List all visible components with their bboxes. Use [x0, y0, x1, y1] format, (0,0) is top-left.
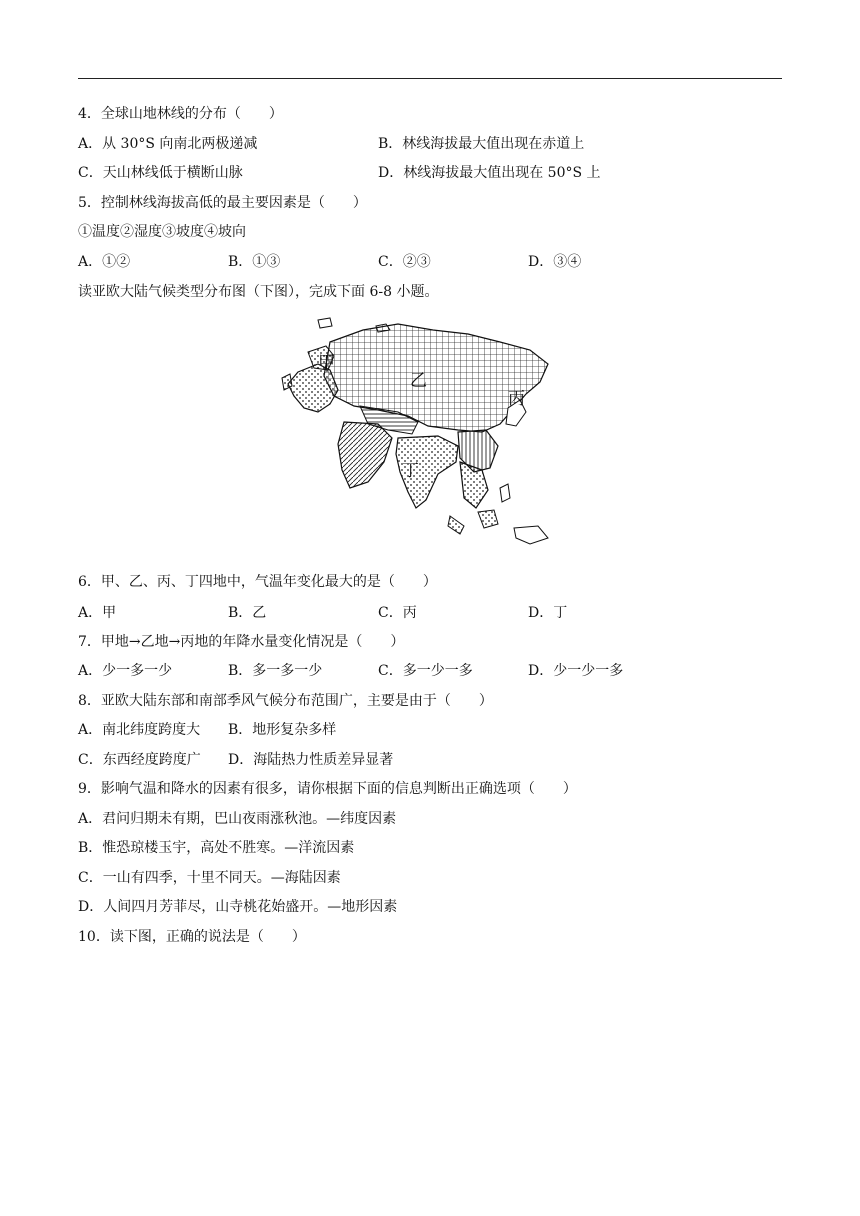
- new-guinea-island: [514, 526, 548, 544]
- q6-option-c[interactable]: C．丙: [378, 605, 417, 621]
- q5-stem: 5．控制林线海拔高低的最主要因素是（ ）: [78, 195, 367, 211]
- q4-option-b[interactable]: B．林线海拔最大值出现在赤道上: [378, 136, 585, 152]
- q6-stem: 6．甲、乙、丙、丁四地中，气温年变化最大的是（ ）: [78, 574, 437, 590]
- q8-option-d[interactable]: D．海陆热力性质差异显著: [228, 752, 394, 768]
- q7-option-c[interactable]: C．多一少一多: [378, 663, 473, 679]
- q7-option-b[interactable]: B．多一多一少: [228, 663, 323, 679]
- eurasia-climate-map: [268, 312, 568, 562]
- q9-option-a[interactable]: A．君问归期未有期，巴山夜雨涨秋池。—纬度因素: [78, 811, 397, 827]
- q6-option-b[interactable]: B．乙: [228, 605, 267, 621]
- q4-option-d[interactable]: D．林线海拔最大值出现在 50°S 上: [378, 165, 601, 181]
- sumatra-island: [448, 516, 464, 534]
- q9-option-b[interactable]: B．惟恐琼楼玉宇，高处不胜寒。—洋流因素: [78, 840, 355, 856]
- philippines-island: [500, 484, 510, 502]
- q8-option-a[interactable]: A．南北纬度跨度大: [78, 722, 201, 738]
- label-ding: 丁: [402, 461, 419, 481]
- q7-stem: 7．甲地→乙地→丙地的年降水量变化情况是（ ）: [78, 634, 405, 650]
- reading-intro: 读亚欧大陆气候类型分布图（下图），完成下面 6-8 小题。: [78, 284, 439, 300]
- q5-option-d[interactable]: D．③④: [528, 254, 582, 270]
- q9-stem: 9．影响气温和降水的因素有很多，请你根据下面的信息判断出正确选项（ ）: [78, 781, 577, 797]
- q9-option-c[interactable]: C．一山有四季，十里不同天。—海陆因素: [78, 870, 341, 886]
- arabia-region: [338, 422, 392, 488]
- q4-option-c[interactable]: C．天山林线低于横断山脉: [78, 165, 243, 181]
- label-bing: 丙: [508, 389, 525, 409]
- q9-option-d[interactable]: D．人间四月芳菲尽，山寺桃花始盛开。—地形因素: [78, 899, 398, 915]
- q5-option-a[interactable]: A．①②: [78, 254, 131, 270]
- q5-option-b[interactable]: B．①③: [228, 254, 281, 270]
- q8-option-c[interactable]: C．东西经度跨度广: [78, 752, 201, 768]
- q4-stem: 4．全球山地林线的分布（ ）: [78, 106, 283, 122]
- q5-option-c[interactable]: C．②③: [378, 254, 431, 270]
- novaya-zemlya-island: [318, 318, 332, 328]
- label-jia: 甲: [318, 353, 335, 373]
- header-rule: [78, 78, 782, 79]
- q8-stem: 8．亚欧大陆东部和南部季风气候分布范围广，主要是由于（ ）: [78, 693, 493, 709]
- q7-option-a[interactable]: A．少一多一少: [78, 663, 173, 679]
- label-yi: 乙: [410, 371, 427, 391]
- q8-option-b[interactable]: B．地形复杂多样: [228, 722, 337, 738]
- q4-option-a[interactable]: A．从 30°S 向南北两极递减: [78, 136, 258, 152]
- q6-option-d[interactable]: D．丁: [528, 605, 568, 621]
- q5-items: ①温度②湿度③坡度④坡向: [78, 224, 246, 240]
- q7-option-d[interactable]: D．少一少一多: [528, 663, 624, 679]
- q10-stem: 10．读下图，正确的说法是（ ）: [78, 929, 306, 945]
- borneo-island: [478, 510, 498, 528]
- q6-option-a[interactable]: A．甲: [78, 605, 117, 621]
